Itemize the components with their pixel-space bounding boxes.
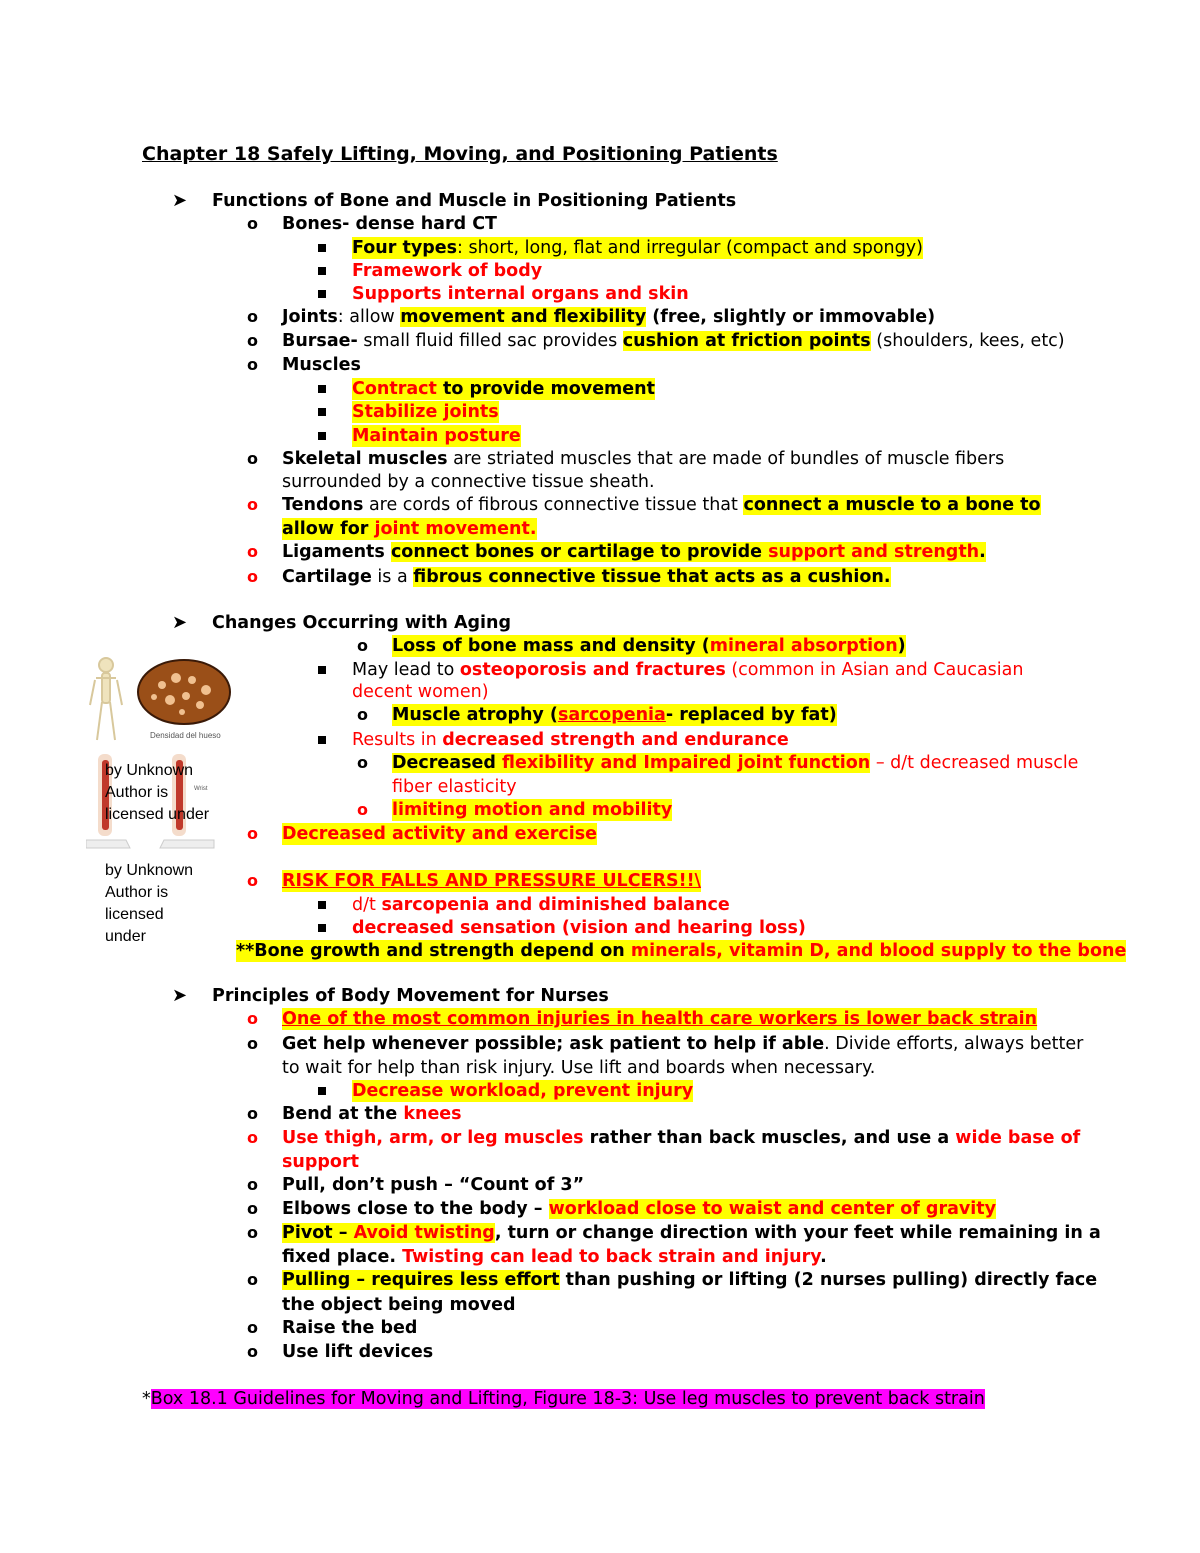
item-get-help-cont: to wait for help than risk injury. Use lift and boards when necessary.: [282, 1058, 876, 1078]
image-caption-2: by Unknown Author is licensed under: [105, 862, 194, 945]
item-thigh: Use thigh, arm, or leg muscles rather than back muscles, and use a wide base of: [282, 1128, 1081, 1148]
circle-bullet-icon: o: [247, 1318, 258, 1337]
skeleton-figure: [90, 658, 122, 740]
item-pivot: Pivot – Avoid twisting, turn or change direction with your feet while remaining in a: [282, 1223, 1101, 1243]
item-contract: Contract to provide movement: [352, 379, 655, 399]
item-supports: Supports internal organs and skin: [352, 284, 689, 304]
item-risk: RISK FOR FALLS AND PRESSURE ULCERS!!\: [282, 871, 701, 891]
arrow-bullet-icon: ➤: [172, 985, 188, 1006]
square-bullet-icon: [318, 267, 326, 275]
circle-bullet-icon: o: [247, 1199, 258, 1218]
circle-bullet-icon: o: [247, 449, 258, 468]
circle-bullet-icon: o: [247, 567, 258, 586]
circle-bullet-icon: o: [247, 331, 258, 350]
arrow-bullet-icon: ➤: [172, 190, 188, 211]
arrow-bullet-icon: ➤: [172, 612, 188, 633]
item-cartilage: Cartilage is a fibrous connective tissue that acts as a cushion.: [282, 567, 891, 587]
image-label: Densidad del hueso: [150, 731, 221, 740]
section-heading-principles: Principles of Body Movement for Nurses: [212, 986, 609, 1006]
item-ligaments: Ligaments connect bones or cartilage to provide support and strength.: [282, 542, 986, 562]
item-pivot-cont: fixed place. Twisting can lead to back strain and injury.: [282, 1247, 827, 1267]
image-small-label: Wrist: [194, 786, 208, 792]
section-heading-functions: Functions of Bone and Muscle in Positioning Patients: [212, 191, 737, 211]
circle-bullet-icon: o: [247, 1034, 258, 1053]
item-skeletal-cont: surrounded by a connective tissue sheath.: [282, 472, 655, 492]
square-bullet-icon: [318, 666, 326, 674]
item-raise-bed: Raise the bed: [282, 1318, 418, 1338]
circle-bullet-icon: o: [357, 636, 368, 655]
bone-density-image: [84, 650, 238, 750]
square-bullet-icon: [318, 432, 326, 440]
circle-bullet-icon: o: [247, 1104, 258, 1123]
item-thigh-cont: support: [282, 1152, 359, 1172]
square-bullet-icon: [318, 408, 326, 416]
item-joints: Joints: allow movement and flexibility (free, slightly or immovable): [282, 307, 936, 327]
note-bone-growth: **Bone growth and strength depend on minerals, vitamin D, and blood supply to the bone: [236, 941, 1127, 961]
item-flexibility: Decreased flexibility and Impaired joint function – d/t decreased muscle: [392, 753, 1079, 773]
item-lift-devices: Use lift devices: [282, 1342, 434, 1362]
item-framework: Framework of body: [352, 261, 543, 281]
item-tendons-cont: allow for joint movement.: [282, 519, 537, 539]
item-common-injury: One of the most common injuries in health care workers is lower back strain: [282, 1009, 1038, 1029]
item-results: Results in decreased strength and endurance: [352, 730, 789, 750]
item-bend: Bend at the knees: [282, 1104, 462, 1124]
item-posture: Maintain posture: [352, 426, 521, 446]
square-bullet-icon: [318, 244, 326, 252]
item-limiting: limiting motion and mobility: [392, 800, 673, 820]
item-pulling: Pulling – requires less effort than pushing or lifting (2 nurses pulling) directly face: [282, 1270, 1098, 1290]
item-may-lead: May lead to osteoporosis and fractures (common in Asian and Caucasian: [352, 660, 1024, 680]
bone-cross-section: [138, 660, 230, 724]
item-activity: Decreased activity and exercise: [282, 824, 597, 844]
circle-bullet-icon: o: [247, 824, 258, 843]
item-pulling-cont: the object being moved: [282, 1295, 516, 1315]
item-sensation: decreased sensation (vision and hearing loss): [352, 918, 806, 938]
item-pull: Pull, don’t push – “Count of 3”: [282, 1175, 585, 1195]
square-bullet-icon: [318, 385, 326, 393]
square-bullet-icon: [318, 1087, 326, 1095]
item-elbows: Elbows close to the body – workload close to waist and center of gravity: [282, 1199, 997, 1219]
circle-bullet-icon: o: [247, 542, 258, 561]
circle-bullet-icon: o: [357, 753, 368, 772]
item-atrophy: Muscle atrophy (sarcopenia- replaced by fat): [392, 705, 837, 725]
circle-bullet-icon: o: [247, 1128, 258, 1147]
page-title: Chapter 18 Safely Lifting, Moving, and Positioning Patients: [142, 143, 778, 165]
circle-bullet-icon: o: [247, 1342, 258, 1361]
circle-bullet-icon: o: [247, 1175, 258, 1194]
circle-bullet-icon: o: [247, 355, 258, 374]
circle-bullet-icon: o: [247, 871, 258, 890]
item-dt-sarcopenia: d/t sarcopenia and diminished balance: [352, 895, 730, 915]
circle-bullet-icon: o: [247, 1270, 258, 1289]
square-bullet-icon: [318, 290, 326, 298]
circle-bullet-icon: o: [247, 307, 258, 326]
item-muscles: Muscles: [282, 355, 361, 375]
circle-bullet-icon: o: [247, 1009, 258, 1028]
item-decrease-workload: Decrease workload, prevent injury: [352, 1081, 694, 1101]
circle-bullet-icon: o: [247, 1223, 258, 1242]
item-tendons: Tendons are cords of fibrous connective tissue that connect a muscle to a bone to: [282, 495, 1041, 515]
image-caption-1: by Unknown Author is licensed under: [105, 762, 210, 823]
item-stabilize: Stabilize joints: [352, 402, 499, 422]
item-four-types: Four types: short, long, flat and irregular (compact and spongy): [352, 238, 923, 258]
item-bone-loss: Loss of bone mass and density (mineral absorption): [392, 636, 906, 656]
item-flexibility-cont: fiber elasticity: [392, 777, 517, 797]
item-skeletal: Skeletal muscles are striated muscles that are made of bundles of muscle fibers: [282, 449, 1005, 469]
item-get-help: Get help whenever possible; ask patient to help if able. Divide efforts, always better: [282, 1034, 1084, 1054]
square-bullet-icon: [318, 736, 326, 744]
circle-bullet-icon: o: [247, 214, 258, 233]
item-may-lead-cont: decent women): [352, 682, 489, 702]
square-bullet-icon: [318, 924, 326, 932]
circle-bullet-icon: o: [357, 705, 368, 724]
circle-bullet-icon: o: [357, 800, 368, 819]
box-guidelines-note: *Box 18.1 Guidelines for Moving and Lifting, Figure 18-3: Use leg muscles to prevent back strain: [142, 1389, 985, 1409]
square-bullet-icon: [318, 901, 326, 909]
item-bones: Bones- dense hard CT: [282, 214, 497, 234]
circle-bullet-icon: o: [247, 495, 258, 514]
section-heading-aging: Changes Occurring with Aging: [212, 613, 512, 633]
item-bursae: Bursae- small fluid filled sac provides cushion at friction points (shoulders, kees, etc): [282, 331, 1065, 351]
